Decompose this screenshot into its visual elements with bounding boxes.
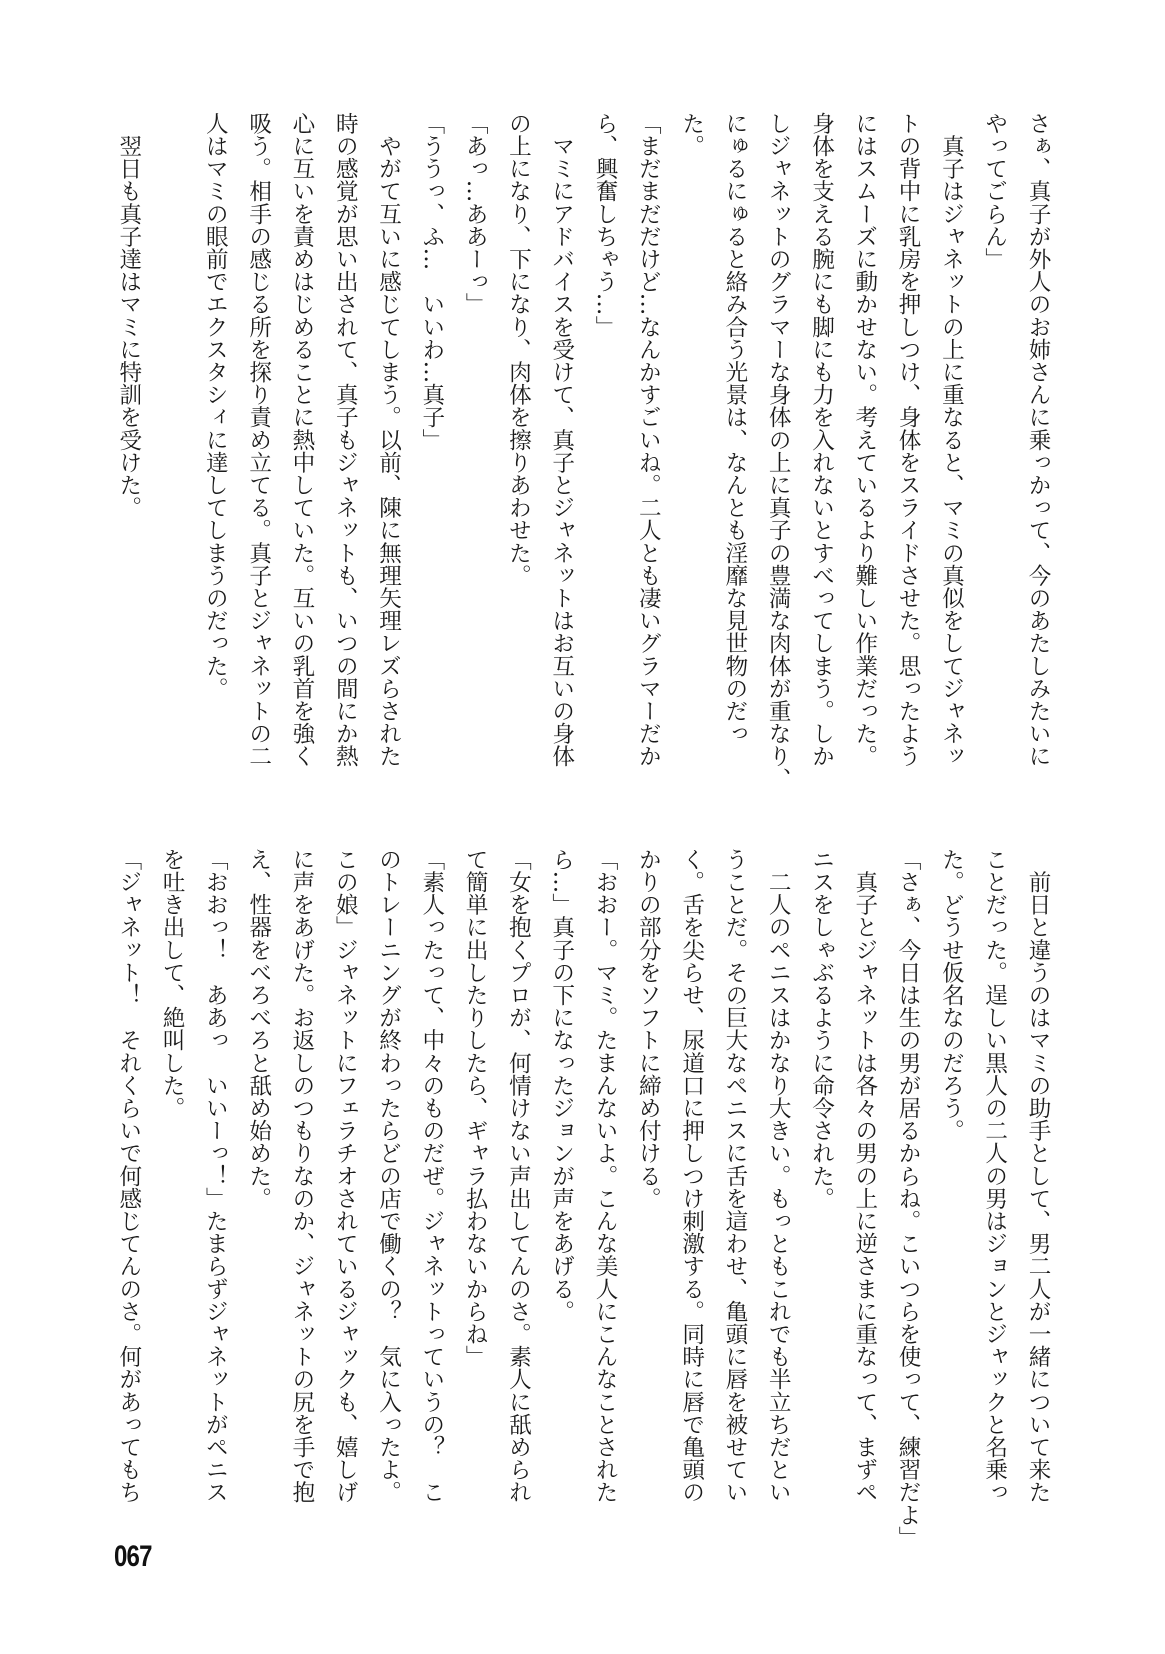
text-column: のトレーニングが終わったらどの店で働くの？ 気に入ったよ。	[375, 848, 402, 1504]
bottom-text-block	[106, 848, 1059, 1549]
text-column: やってごらん」	[981, 112, 1008, 271]
text-column: を吐き出して、絶叫した。	[159, 848, 186, 1120]
text-column: にはスムーズに動かせない。考えているより難しい作業だった。	[851, 112, 878, 768]
text-column: 「ジャネット！ それくらいで何感じてんのさ。何があってもち	[115, 848, 142, 1504]
text-column: 時の感覚が思い出されて、真子もジャネットも、いつの間にか熱	[332, 112, 359, 768]
text-column: さぁ、真子が外人のお姉さんに乗っかって、今のあたしみたいに	[1025, 112, 1051, 768]
text-column: 「ううっ、ふ… いいわ…真子」	[418, 112, 445, 451]
text-column: かりの部分をソフトに締め付ける。	[635, 848, 662, 1210]
text-column: ら、興奮しちゃう…」	[592, 112, 619, 338]
top-text-block	[106, 112, 1059, 802]
text-column: く。舌を尖らせ、尿道口に押しつけ刺激する。同時に唇で亀頭の	[678, 848, 705, 1504]
text-column: トの背中に乳房を押しつけ、身体をスライドさせた。思ったよう	[895, 112, 922, 768]
page-number: 067	[114, 1540, 152, 1573]
text-column: この娘」ジャネットにフェラチオされているジャックも、嬉しげ	[332, 848, 359, 1504]
text-column: 「あっ…ああーっ」	[462, 112, 489, 316]
text-column: 真子はジャネットの上に重なると、マミの真似をしてジャネッ	[938, 112, 965, 768]
text-column: 「女を抱くプロが、何情けない声出してんのさ。素人に舐められ	[505, 848, 532, 1504]
text-column: 二人のペニスはかなり大きい。もっともこれでも半立ちだとい	[765, 848, 792, 1504]
text-column: え、性器をべろべろと舐め始めた。	[245, 848, 272, 1210]
text-column: うことだ。その巨大なペニスに舌を這わせ、亀頭に唇を被せてい	[721, 848, 748, 1504]
text-column: に声をあげた。お返しのつもりなのか、ジャネットの尻を手で抱	[288, 848, 315, 1504]
text-column: 「さぁ、今日は生の男が居るからね。こいつらを使って、練習だよ」	[895, 848, 922, 1549]
text-column: ニスをしゃぶるように命令された。	[808, 848, 835, 1210]
text-column: 心に互いを責めはじめることに熱中していた。互いの乳首を強く	[288, 112, 315, 768]
text-column: しジャネットのグラマーな身体の上に真子の豊満な肉体が重なり、	[765, 112, 792, 790]
text-column: 真子とジャネットは各々の男の上に逆さまに重なって、まずペ	[851, 848, 878, 1504]
text-column: 「素人ったって、中々のものだぜ。ジャネットっていうの？ こ	[418, 848, 445, 1504]
text-column: 翌日も真子達はマミに特訓を受けた。	[115, 112, 142, 519]
text-column: の上になり、下になり、肉体を擦りあわせた。	[505, 112, 532, 587]
text-column: て簡単に出したりしたら、ギャラ払わないからね」	[462, 848, 489, 1368]
text-column: 吸う。相手の感じる所を探り責め立てる。真子とジャネットの二	[245, 112, 272, 768]
text-column: ことだった。逞しい黒人の二人の男はジョンとジャックと名乗っ	[981, 848, 1008, 1504]
text-column: にゅるにゅると絡み合う光景は、なんとも淫靡な見世物のだっ	[721, 112, 748, 745]
text-column: 「まだまだだけど…なんかすごいね。二人とも凄いグラマーだか	[635, 112, 662, 768]
text-column: やがて互いに感じてしまう。以前、陳に無理矢理レズらされた	[375, 112, 402, 768]
text-column: た。どうせ仮名なのだろう。	[938, 848, 965, 1142]
text-column: た。	[678, 112, 705, 158]
text-column: 身体を支える腕にも脚にも力を入れないとすべってしまう。しか	[808, 112, 835, 768]
text-column: 人はマミの眼前でエクスタシィに達してしまうのだった。	[202, 112, 229, 700]
text-column: マミにアドバイスを受けて、真子とジャネットはお互いの身体	[548, 112, 575, 768]
text-column	[150, 112, 193, 802]
text-column: ら…」真子の下になったジョンが声をあげる。	[548, 848, 575, 1323]
text-column: 「おおっ！ ああっ いいーっ！」たまらずジャネットがペニス	[202, 848, 229, 1504]
text-column: 前日と違うのはマミの助手として、男二人が一緒について来た	[1025, 848, 1051, 1504]
text-column: 「おおー。マミ。たまんないよ。こんな美人にこんなことされた	[592, 848, 619, 1504]
